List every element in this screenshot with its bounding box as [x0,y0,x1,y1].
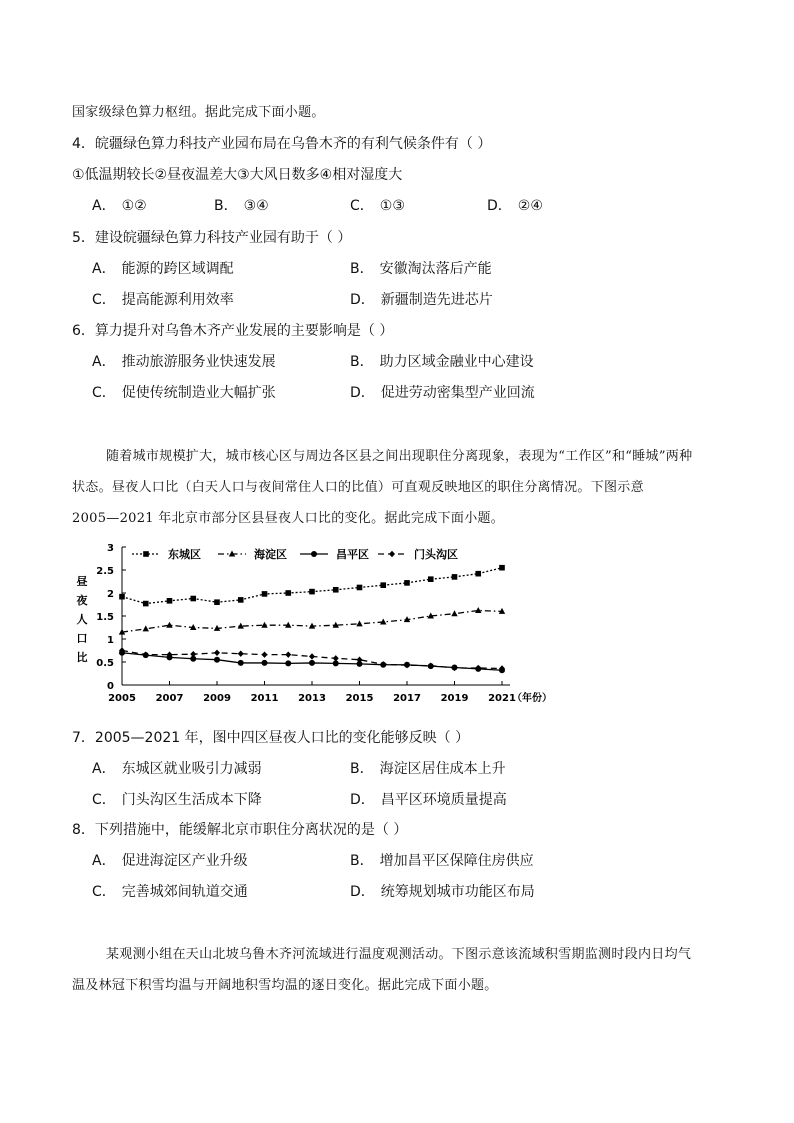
y-tick-label: 3 [107,543,114,554]
y-axis-label-char: 夜 [76,594,88,607]
x-axis-unit: （年份） [512,693,552,704]
q7-option-d[interactable]: D． 昌平区环境质量提高 [350,792,507,808]
x-tick-label: 2019 [440,693,469,704]
x-tick-label: 2011 [250,693,279,704]
q4-option-b[interactable]: B． ③④ [214,198,269,214]
q5-option-a[interactable]: A． 能源的跨区域调配 [92,261,234,277]
passage-3-line-2: 温及林冠下积雪均温与开阔地积雪均温的逐日变化。据此完成下面小题。 [72,978,498,993]
data-point [167,598,173,604]
data-point [238,597,244,603]
data-point [214,650,220,656]
data-point [309,589,315,595]
data-point [333,587,339,593]
q8-option-a[interactable]: A． 促进海淀区产业升级 [92,853,248,869]
q7-option-c[interactable]: C． 门头沟区生活成本下降 [92,792,262,808]
data-point [214,657,220,663]
q5-option-d[interactable]: D． 新疆制造先进芯片 [350,292,493,308]
y-tick-label: 1 [107,635,114,646]
x-tick-label: 2007 [155,693,184,704]
passage-3-line-1: 某观测小组在天山北坡乌鲁木齐河流域进行温度观测活动。下图示意该流域积雪期监测时段内日均气 [106,947,692,962]
series-line [122,568,502,604]
data-point [190,651,196,657]
data-point [309,653,315,659]
data-point [428,576,434,582]
legend-label: 门头沟区 [414,548,458,561]
legend-label: 昌平区 [336,548,369,561]
chart-axes [96,543,552,704]
y-axis-label-char: 比 [76,651,88,664]
q6-option-b[interactable]: B． 助力区域金融业中心建设 [350,354,534,370]
data-point [143,625,149,631]
legend-label: 东城区 [168,548,201,561]
data-point [499,565,505,571]
legend-marker [143,551,149,557]
question-6-stem: 6．算力提升对乌鲁木齐产业发展的主要影响是（ ） [72,323,394,339]
passage-tail: 国家级绿色算力枢纽。据此完成下面小题。 [72,105,325,120]
data-point [380,618,386,624]
q6-option-d[interactable]: D． 促进劳动密集型产业回流 [350,385,535,401]
legend-marker [311,551,317,557]
question-4-items: ①低温期较长②昼夜温差大③大风日数多④相对湿度大 [72,167,403,183]
question-4-stem: 4．皖疆绿色算力科技产业园布局在乌鲁木齐的有利气候条件有（ ） [72,136,492,152]
data-point [143,601,149,607]
data-point [380,582,386,588]
data-point [357,585,363,591]
question-7-stem: 7．2005—2021 年，图中四区昼夜人口比的变化能够反映（ ） [72,730,470,746]
q8-option-d[interactable]: D． 统筹规划城市功能区布局 [350,884,535,900]
y-tick-label: 0 [107,681,114,692]
y-axis-label-char: 人 [76,613,88,626]
x-tick-label: 2005 [108,693,136,704]
x-tick-label: 2017 [393,693,421,704]
q4-option-c[interactable]: C． ①③ [350,198,405,214]
series-3 [119,647,505,671]
data-point [238,660,244,666]
legend-marker [389,551,395,557]
x-tick-label: 2013 [298,693,326,704]
q4-option-d[interactable]: D． ②④ [487,198,543,214]
passage-2-line-3: 2005—2021 年北京市部分区县昼夜人口比的变化。据此完成下面小题。 [72,511,505,526]
q8-option-c[interactable]: C． 完善城郊间轨道交通 [92,884,248,900]
x-tick-label: 2009 [203,693,231,704]
passage-2-line-1: 随着城市规模扩大，城市核心区与周边各区县之间出现职住分离现象，表现为“工作区”和“睡城”两种 [106,449,693,464]
q7-option-a[interactable]: A． 东城区就业吸引力减弱 [92,761,262,777]
chart-legend [132,547,458,561]
series-line [122,610,502,632]
data-point [356,620,362,626]
y-tick-label: 2.5 [96,566,114,577]
data-point [262,591,268,597]
x-tick-label: 2015 [345,693,374,704]
q5-option-b[interactable]: B． 安徽淘汰落后产能 [350,261,492,277]
passage-2-line-2: 状态。昼夜人口比（白天人口与夜间常住人口的比值）可直观反映地区的职住分离情况。下图示意 [72,480,644,495]
population-ratio-chart [70,540,552,710]
data-point [333,655,339,661]
q5-option-c[interactable]: C． 提高能源利用效率 [92,292,234,308]
q4-option-a[interactable]: A． ①② [92,198,147,214]
q7-option-b[interactable]: B． 海淀区居住成本上升 [350,761,506,777]
data-point [285,590,291,596]
data-point [214,599,220,605]
y-tick-label: 1.5 [96,612,114,623]
series-0 [119,565,505,606]
y-axis-label [77,574,89,664]
y-axis-label-char: 昼 [76,575,88,588]
y-axis-label-char: 口 [76,632,88,645]
legend-label: 海淀区 [254,548,287,561]
q6-option-c[interactable]: C． 促使传统制造业大幅扩张 [92,385,276,401]
data-point [451,610,457,616]
data-point [285,660,291,666]
data-point [452,574,458,580]
question-5-stem: 5．建设皖疆绿色算力科技产业园有助于（ ） [72,230,352,246]
data-point [166,622,172,628]
y-tick-label: 2 [107,589,114,600]
y-tick-label: 0.5 [96,658,114,669]
data-point [262,660,268,666]
series-1 [119,607,505,635]
data-point [262,651,268,657]
data-point [119,594,125,600]
q8-option-b[interactable]: B． 增加昌平区保障住房供应 [350,853,534,869]
data-point [238,651,244,657]
data-point [475,571,481,577]
data-point [285,651,291,657]
data-point [190,596,196,602]
y-axis-label-text [77,574,89,664]
q6-option-a[interactable]: A． 推动旅游服务业快速发展 [92,354,276,370]
chart-plot-area [119,565,505,673]
x-tick-label: 2021 [488,693,516,704]
question-8-stem: 8．下列措施中，能缓解北京市职住分离状况的是（ ） [72,822,408,838]
data-point [404,580,410,586]
data-point [309,660,315,666]
